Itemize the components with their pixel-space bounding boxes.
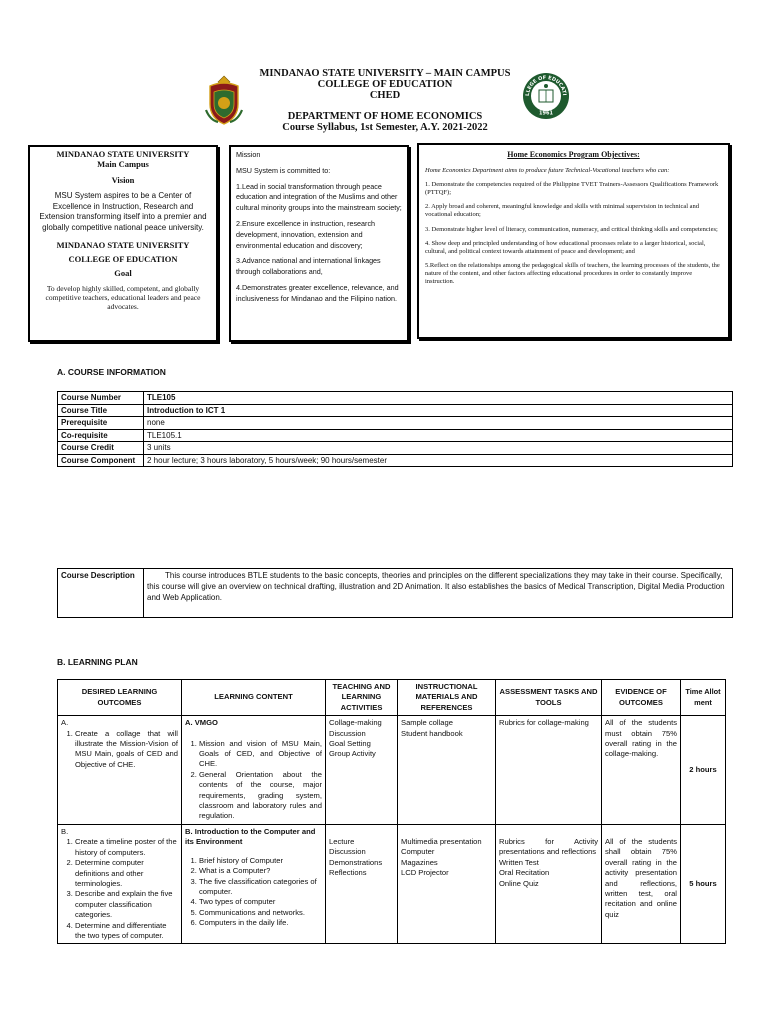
assessment-item: Rubrics for Activity presentations and reflections: [499, 836, 598, 857]
prerequisite-label: Prerequisite: [58, 417, 144, 430]
row-label: B.: [61, 826, 69, 836]
activity-item: Lecture: [329, 836, 355, 846]
material-item: Multimedia presentation: [401, 836, 482, 846]
content-item: 5. Communications and networks.: [199, 908, 322, 918]
vision-text: MSU System aspires to be a Center of Excellence in Instruction, Research and Extension transforming itself into a premier and globally competitive national peace university.: [39, 191, 207, 232]
outcome-item: 1. Create a collage that will illustrate the Mission-Vision of MSU Main, goals of CED and Objective of CHE.: [75, 729, 178, 771]
course-credit-value: 3 units: [144, 442, 733, 455]
outcome-item: 2. Determine computer definitions and other terminologies.: [75, 858, 178, 889]
objective-item: 1. Demonstrate the competencies required of the Philippine TVET Trainers-Assessors Qualifications Framework (PTTQF);: [425, 181, 719, 196]
mission-label: Mission: [236, 150, 261, 159]
col-header: ASSESSMENT TASKS AND TOOLS: [496, 680, 602, 716]
course-number-label: Course Number: [58, 392, 144, 405]
table-row: [58, 417, 733, 430]
content-item: 4. Two types of computer: [199, 897, 322, 907]
seal-text: LLEGE OF EDUCATI: [524, 74, 568, 97]
activity-item: Collage-making: [329, 718, 382, 728]
college-seal: [522, 72, 570, 120]
course-info-heading: A. COURSE INFORMATION: [57, 367, 166, 377]
goal-college: COLLEGE OF EDUCATION: [68, 254, 178, 264]
objectives-title: Home Economics Program Objectives:: [507, 150, 640, 159]
table-row: [58, 392, 733, 405]
course-title-label: Course Title: [58, 404, 144, 417]
objective-item: 3. Demonstrate higher level of literacy, communication, numeracy, and critical thinking skills and competencies;: [425, 225, 718, 233]
content-item: 2. What is a Computer?: [199, 866, 322, 876]
content-item: 3. The five classification categories of computer.: [199, 877, 322, 898]
goal-university: MINDANAO STATE UNIVERSITY: [56, 240, 190, 250]
table-header-row: [58, 680, 726, 716]
activity-item: Group Activity: [329, 749, 376, 759]
objective-item: 2. Apply broad and coherent, meaningful knowledge and skills with minimal supervision in technical and vocational education;: [425, 203, 700, 218]
table-row: [58, 442, 733, 455]
university-name: MINDANAO STATE UNIVERSITY – MAIN CAMPUS: [259, 68, 511, 79]
activity-item: Discussion: [329, 847, 366, 857]
course-component-label: Course Component: [58, 454, 144, 467]
course-description-label: Course Description: [58, 569, 144, 618]
col-header: INSTRUCTIONAL MATERIALS AND REFERENCES: [398, 680, 496, 716]
content-item: 1. Brief history of Computer: [199, 856, 322, 866]
assessment-item: Written Test: [499, 857, 539, 867]
corequisite-label: Co-requisite: [58, 429, 144, 442]
table-row: [58, 429, 733, 442]
activity-item: Reflections: [329, 868, 367, 878]
learning-plan-table: [57, 679, 726, 944]
table-row: [58, 716, 726, 825]
col-header: LEARNING CONTENT: [182, 680, 326, 716]
objectives-intro: Home Economics Department aims to produce future Technical-Vocational teachers who can:: [425, 166, 670, 174]
evidence-text: All of the students must obtain 75% overall rating in the collage-making.: [602, 716, 681, 825]
course-description-table: [57, 568, 733, 618]
mission-item: 4.Demonstrates greater excellence, relevance, and inclusiveness for Mindanao and the Filipino nation.: [236, 282, 399, 303]
assessment-item: Rubrics for collage-making: [499, 718, 589, 728]
prerequisite-value: none: [144, 417, 733, 430]
corequisite-value: TLE105.1: [144, 429, 733, 442]
content-item: 2. General Orientation about the contents of the course, major requirements, grading system, classroom and laboratory rules and regulation.: [199, 770, 322, 822]
course-number-value: TLE105: [144, 392, 733, 405]
content-item: 1. Mission and vision of MSU Main, Goals of CED, and Objective of CHE.: [199, 739, 322, 770]
row-label: A.: [61, 718, 69, 728]
mission-item: 2.Ensure excellence in instruction, research development, innovation, extension and environmental education and discovery;: [236, 218, 376, 250]
activity-item: Demonstrations: [329, 857, 383, 867]
assessment-item: Oral Recitation: [499, 868, 550, 878]
table-row: [58, 404, 733, 417]
vision-goal-box: [28, 145, 218, 342]
vision-campus: Main Campus: [97, 159, 149, 169]
outcome-item: 1. Create a timeline poster of the history of computers.: [75, 837, 178, 858]
mission-item: 3.Advance national and international linkages through collaborations and,: [236, 256, 381, 277]
vision-university: MINDANAO STATE UNIVERSITY: [56, 149, 190, 159]
objectives-box: [417, 143, 730, 339]
activity-item: Discussion: [329, 728, 366, 738]
col-header: TEACHING AND LEARNING ACTIVITIES: [326, 680, 398, 716]
course-credit-label: Course Credit: [58, 442, 144, 455]
course-info-table: [57, 391, 733, 467]
content-title: A. VMGO: [185, 718, 218, 728]
col-header: EVIDENCE OF OUTCOMES: [602, 680, 681, 716]
seal-year: 1961: [539, 110, 553, 117]
learning-plan-heading: B. LEARNING PLAN: [57, 657, 138, 667]
course-description-text: This course introduces BTLE students to the basic concepts, theories and principles on the different specializations they may take in their course. Specifically, this course will give an overview on technical drafting, illustration and 2D Animation. It also establishes the basics of Medical Transcription, Digital Media Production and Web Application.: [144, 569, 733, 618]
material-item: Computer: [401, 847, 435, 857]
time-allotment: 5 hours: [681, 824, 726, 943]
goal-text: To develop highly skilled, competent, and globally competitive teachers, educational leaders and peace advocates.: [45, 284, 201, 311]
material-item: LCD Projector: [401, 868, 449, 878]
vision-label: Vision: [111, 175, 135, 185]
mission-intro: MSU System is committed to:: [236, 165, 331, 175]
department-name: DEPARTMENT OF HOME ECONOMICS: [287, 111, 483, 122]
material-item: Magazines: [401, 857, 438, 867]
time-allotment: 2 hours: [681, 716, 726, 825]
syllabus-title: Course Syllabus, 1st Semester, A.Y. 2021-2022: [282, 122, 488, 133]
objective-item: 5.Reflect on the relationships among the pedagogical skills of teachers, the learning processes of the students, the nature of the content, and other factors affecting educational procedures in order to constantly improve instruction.: [425, 262, 720, 285]
table-row: [58, 569, 733, 618]
evidence-text: All of the students shall obtain 75% overall rating in the activity presentation and reflections, written test, oral recitation and online quiz: [602, 824, 681, 943]
activity-item: Goal Setting: [329, 739, 371, 749]
outcome-item: 3. Describe and explain the five computer classification categories.: [75, 889, 178, 920]
outcome-item: 4. Determine and differentiate the two types of computer.: [75, 921, 178, 942]
content-title: B. Introduction to the Computer and its Environment: [185, 826, 316, 847]
mission-box: [229, 145, 409, 342]
course-component-value: 2 hour lecture; 3 hours laboratory, 5 hours/week; 90 hours/semester: [144, 454, 733, 467]
col-header: DESIRED LEARNING OUTCOMES: [58, 680, 182, 716]
course-title-value: Introduction to ICT 1: [144, 404, 733, 417]
goal-label: Goal: [114, 268, 132, 278]
col-header: Time Allotment: [681, 680, 726, 716]
content-item: 6. Computers in the daily life.: [199, 918, 322, 928]
assessment-item: Online Quiz: [499, 878, 539, 888]
table-row: [58, 454, 733, 467]
table-row: [58, 824, 726, 943]
material-item: Student handbook: [401, 728, 463, 738]
mission-item: 1.Lead in social transformation through peace education and integration of the Muslims and other cultural minority groups into the mainstream society;: [236, 181, 402, 213]
ched-label: CHED: [369, 90, 401, 101]
college-name: COLLEGE OF EDUCATION: [317, 79, 453, 90]
material-item: Sample collage: [401, 718, 453, 728]
objective-item: 4. Show deep and principled understanding of how educational processes relate to a larger historical, social, cultural, and political context towards attainment of peace and development; and: [425, 240, 706, 255]
